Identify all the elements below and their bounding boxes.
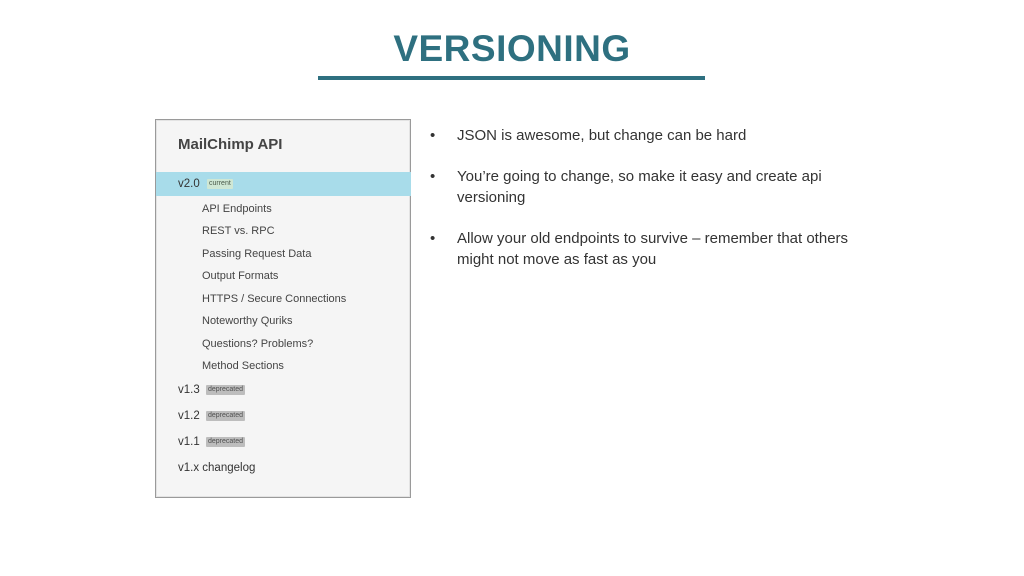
bullet-text: Allow your old endpoints to survive – remember that others might not move as fast as you [457,230,849,268]
version-row-v1-1[interactable] [156,430,411,454]
nav-link-api-endpoints[interactable]: API Endpoints [202,203,272,215]
api-docs-heading: MailChimp API [178,136,283,153]
version-label: v1.2 [178,410,200,422]
title-underline [318,76,705,80]
changelog-link[interactable] [156,456,411,480]
current-badge: current [209,180,231,187]
bullet-item [430,125,850,146]
nav-link-rest-vs-rpc[interactable]: REST vs. RPC [202,225,275,237]
version-label: v1.1 [178,436,200,448]
api-docs-screenshot [155,119,411,498]
deprecated-badge: deprecated [208,438,244,445]
version-row-v1-3[interactable] [156,378,411,402]
changelog-label: v1.x changelog [178,462,256,474]
nav-link-method-sections[interactable]: Method Sections [202,360,284,372]
version-label: v1.3 [178,384,200,396]
bullet-marker: • [430,127,436,144]
nav-link-https-secure-connections[interactable]: HTTPS / Secure Connections [202,293,347,305]
nav-link-questions-problems[interactable]: Questions? Problems? [202,338,314,350]
deprecated-badge: deprecated [208,386,244,393]
version-row-v1-2[interactable] [156,404,411,428]
nav-link-passing-request-data[interactable]: Passing Request Data [202,248,312,260]
bullet-marker: • [430,168,436,185]
bullet-marker: • [430,230,436,247]
version-label: v2.0 [178,178,200,190]
bullet-text: JSON is awesome, but change can be hard [457,127,747,144]
slide-title: VERSIONING [393,28,631,69]
deprecated-badge: deprecated [208,412,244,419]
bullet-item [430,166,850,208]
version-row-v2-0[interactable] [156,172,411,196]
bullet-text: You’re going to change, so make it easy and create api versioning [457,168,822,206]
nav-link-output-formats[interactable]: Output Formats [202,270,279,282]
nav-link-noteworthy-quirks[interactable]: Noteworthy Quriks [202,315,293,327]
bullet-list [430,125,850,290]
bullet-item [430,228,850,270]
